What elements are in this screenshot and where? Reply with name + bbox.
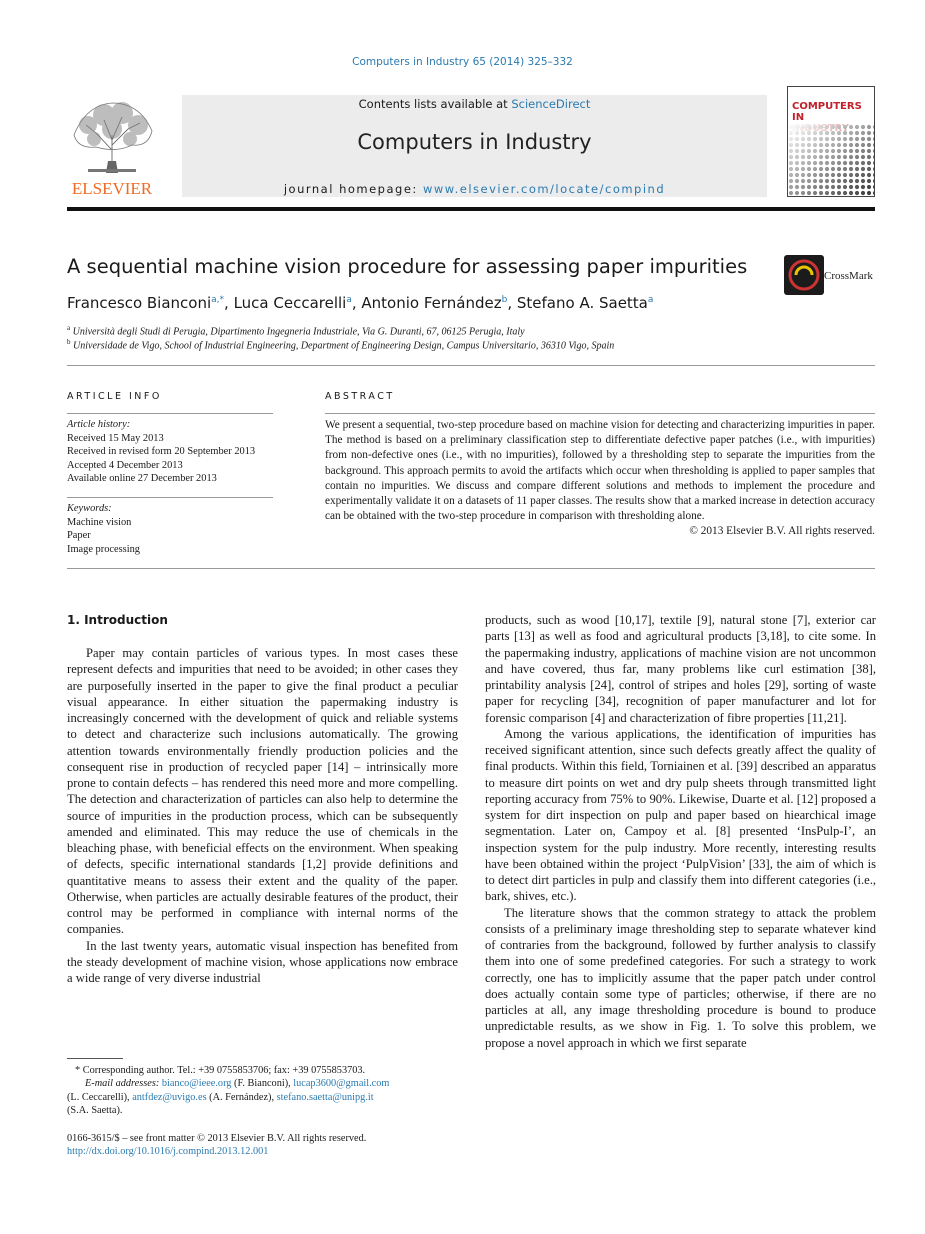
paragraph: products, such as wood [10,17], textile [9], natural stone [7], exterior car parts [13] as well as food and agricultural products [3,18], to cite some. In the papermaking industry, applications of machine vision are not uncommon and have covered, thus far, many problems like curl estimation [38], printability analysis [24], control of stripes and holes [29], sorting of waste paper for recycling [34], recognition of paper manufacturer and lot for forensic comparison [4] and characterization of fibre properties [11,21]. bbox=[485, 613, 876, 725]
right-column bbox=[485, 612, 876, 1051]
header-rule bbox=[67, 207, 875, 211]
abstract-copyright: © 2013 Elsevier B.V. All rights reserved. bbox=[689, 525, 875, 538]
elsevier-logo bbox=[66, 95, 158, 197]
running-head[interactable] bbox=[0, 56, 925, 68]
author-affil-ref[interactable]: a bbox=[647, 295, 654, 305]
homepage-link[interactable]: www.elsevier.com/locate/compind bbox=[422, 182, 666, 196]
author-affil-ref[interactable]: a,* bbox=[211, 295, 225, 305]
paragraph: The literature shows that the common strategy to attack the problem consists of a preliminary image thresholding step to separate whatever kind of contraries from the background, followed by further analysis to classify them into one of some predefined categories. For such a strategy to work correctly, one has to implicitly assume that the paper patch under control does actually contain some type of particles; otherwise, if there are no particles at all, any image thresholding procedure is bound to produce unpredictable results, as we show in Fig. 1. To solve this problem, we propose a novel approach in which we first separate bbox=[485, 905, 876, 1050]
sciencedirect-link[interactable]: ScienceDirect bbox=[511, 97, 591, 111]
doi-link[interactable]: http://dx.doi.org/10.1016/j.compind.2013.12.001 bbox=[67, 1146, 269, 1157]
keywords-label: Keywords: bbox=[67, 503, 112, 514]
crossmark-icon bbox=[784, 255, 824, 295]
email-line: (S.A. Saetta). bbox=[67, 1104, 123, 1116]
divider bbox=[67, 568, 875, 569]
corresponding-author: * Corresponding author. Tel.: +39 0755853706; fax: +39 0755853703. bbox=[75, 1065, 366, 1076]
author-name: Luca Ceccarelli bbox=[233, 294, 347, 312]
footnote-block bbox=[67, 1064, 462, 1117]
keyword: Image processing bbox=[67, 543, 140, 555]
author-affil-ref[interactable]: b bbox=[501, 295, 508, 305]
affiliation: $^b$ Universidade de Vigo, School of Industrial Engineering, Department of Engineering Design, Campus Universitario, 36310 Vigo, Spain bbox=[67, 338, 615, 352]
email-link[interactable]: lucap3600@gmail.com bbox=[293, 1078, 390, 1090]
affiliation: $^a$ Università degli Studi di Perugia, Dipartimento Ingegneria Industriale, Via G. Duranti, 67, 06125 Perugia, Italy bbox=[67, 324, 525, 338]
history-label: Article history: bbox=[67, 419, 131, 430]
journal-cover bbox=[787, 86, 875, 197]
history-item: Available online 27 December 2013 bbox=[67, 473, 217, 484]
history-item: Received 15 May 2013 bbox=[67, 432, 164, 444]
divider bbox=[67, 413, 273, 414]
author-name: Antonio Fernández bbox=[361, 294, 502, 312]
abstract-text bbox=[325, 418, 875, 540]
contents-line: Contents lists available at ScienceDirect bbox=[358, 97, 591, 111]
email-line: E-mail addresses: bianco@ieee.org (F. Bianconi), lucap3600@gmail.com bbox=[85, 1078, 390, 1090]
divider bbox=[67, 497, 273, 498]
divider bbox=[67, 365, 875, 366]
abstract-body: We present a sequential, two-step procedure based on machine vision for detecting and characterizing impurities in paper. The method is based on a preliminary classification step to differentiate defective paper patches (i.e., with impurities) from non-defective ones (i.e., with no impurities), followed by a thresholding step to separate the impurities from the background. This approach permits to avoid the artifacts which occur when thresholding is applied to paper samples that contain no impurities. We discuss and compare different solutions and methods to implement the procedure and experimentally validate it on a datasets of 11 paper classes. The results show that a marked increase in detection accuracy can be obtained with the two-step procedure in comparison with thresholding alone. bbox=[325, 419, 875, 523]
divider bbox=[325, 413, 875, 414]
section-heading: 1. Introduction bbox=[67, 613, 168, 627]
doi-line[interactable] bbox=[67, 1145, 467, 1158]
article-title: A sequential machine vision procedure for assessing paper impurities bbox=[67, 255, 748, 278]
history-item: Received in revised form 20 September 2013 bbox=[67, 446, 256, 457]
author-name: Stefano A. Saetta bbox=[516, 294, 648, 312]
footnote-rule bbox=[67, 1058, 123, 1059]
left-column bbox=[67, 645, 458, 986]
email-link[interactable]: antfdez@uvigo.es bbox=[132, 1091, 207, 1103]
crossmark-label: CrossMark bbox=[824, 270, 873, 282]
author-affil-ref[interactable]: a bbox=[346, 295, 352, 305]
email-link[interactable]: stefano.saetta@unipg.it bbox=[276, 1091, 374, 1103]
paragraph: Paper may contain particles of various types. In most cases these represent defects and impurities that need to be avoided; in other cases they are purposefully inserted in the paper to give the final product a peculiar visual appearance. In either situation the papermaking industry is increasingly concerned with the development of quick and reliable systems to detect and characterize such inclusions automatically. The growing attention towards environmentally friendly production policies and the consequent rise in production of recycled paper [14] – intrinsically more prone to contain defects – has rendered this need more and more compelling. The detection and characterization of particles can also help to determine the source of impurities in the production process, which can be subsequently amended and eliminated. This may reduce the use of chemicals in the bleaching phase, with beneficial effects on the environment. When speaking of defects, specific international standards [1,2] provide definitions and quantitative means to assess their extent and the quality of the paper. Otherwise, when particles are actually desirable features of the product, their control may be performed in compliance with internal norms of the companies. bbox=[67, 646, 458, 937]
email-line: (L. Ceccarelli), antfdez@uvigo.es (A. Fernández), stefano.saetta@unipg.it bbox=[67, 1091, 374, 1103]
author-name: Francesco Bianconi bbox=[67, 294, 212, 312]
history-item: Accepted 4 December 2013 bbox=[67, 459, 183, 471]
publisher-wordmark: ELSEVIER bbox=[71, 179, 153, 197]
keyword: Paper bbox=[67, 530, 91, 541]
issn-line: 0166-3615/$ – see front matter © 2013 Elsevier B.V. All rights reserved. bbox=[67, 1133, 367, 1144]
paragraph: In the last twenty years, automatic visual inspection has benefited from the steady development of machine vision, whose applications now embrace a wide range of very diverse industrial bbox=[67, 938, 458, 985]
homepage-line: journal homepage: www.elsevier.com/locate/compind bbox=[283, 182, 666, 196]
crossmark-badge[interactable] bbox=[784, 255, 879, 295]
journal-title: Computers in Industry bbox=[357, 130, 592, 154]
paragraph: Among the various applications, the identification of impurities has received significant attention, since such defects greatly affect the quality of final products. Within this field, Torniainen et al. [39] described an apparatus to measure dirt points on wet and dry pulp sheets through transmitted light reporting accuracy from 75% to 90%. Likewise, Duarte et al. [12] proposed a system for dirt inspection on pulp and paper based on hiearchical image segmentation. Later on, Campoy et al. [8] presented ‘InsPulp-I’, an inspection system for the pulp industry. More recently, interesting results have been obtained within the project ‘PulpVision’ [33], the aim of which is to detect dirt particles in pulp and classify them into different categories (i.e., bark, shives, etc.). bbox=[485, 726, 876, 904]
email-link[interactable]: bianco@ieee.org bbox=[161, 1078, 232, 1090]
author-list: Francesco Bianconi$^{a,*}$, Luca Ceccarelli$^a$, Antonio Fernández$^b$, Stefano A. Saetta$^a$ bbox=[67, 294, 654, 312]
article-history bbox=[67, 418, 297, 486]
running-head-link[interactable]: Computers in Industry 65 (2014) 325–332 bbox=[352, 56, 573, 68]
keywords bbox=[67, 502, 297, 556]
keyword: Machine vision bbox=[67, 516, 132, 528]
abstract-heading: ABSTRACT bbox=[325, 391, 395, 402]
article-info-heading: ARTICLE INFO bbox=[67, 391, 162, 402]
cover-pattern bbox=[788, 124, 875, 196]
cover-title-line1: COMPUTERS IN bbox=[792, 101, 862, 123]
